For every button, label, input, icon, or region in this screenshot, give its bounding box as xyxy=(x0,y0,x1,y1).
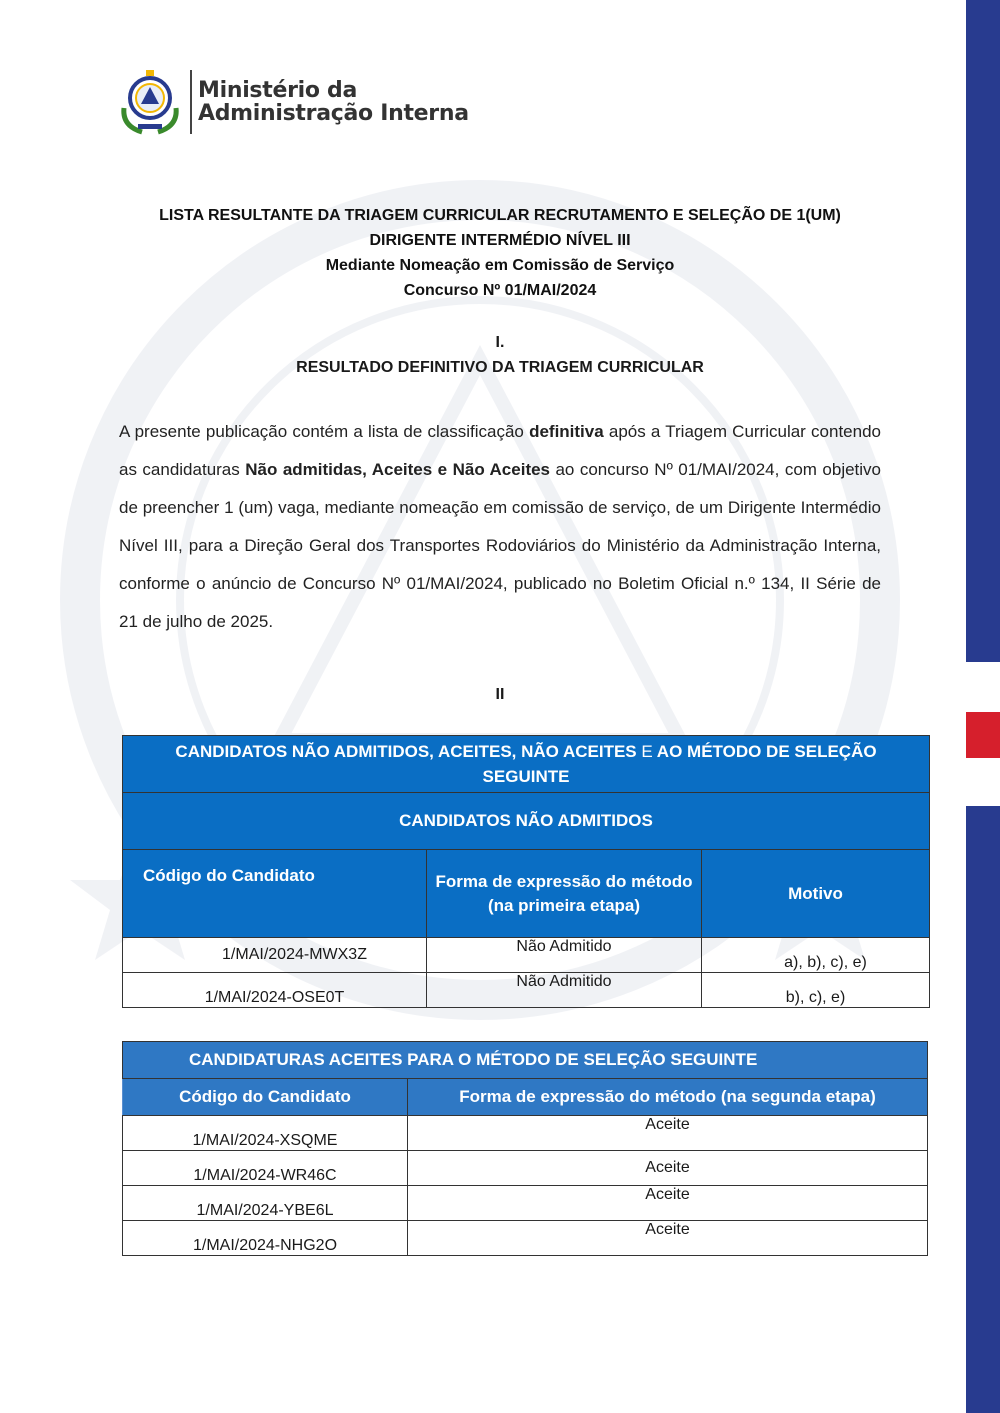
table1-row2-method: Não Admitido xyxy=(427,973,702,1008)
section-i-heading: RESULTADO DEFINITIVO DA TRIAGEM CURRICULAR xyxy=(296,359,704,376)
table1-row2-code: 1/MAI/2024-OSE0T xyxy=(123,973,427,1008)
title-line4: Concurso Nº 01/MAI/2024 xyxy=(403,282,597,299)
table1-row1-method: Não Admitido xyxy=(427,938,702,973)
paragraph-bold-2: Não admitidas, Aceites e Não Aceites xyxy=(245,460,551,479)
table1-header-method: Forma de expressão do método (na primeira etapa) xyxy=(427,850,702,938)
side-bar-blue-top xyxy=(966,0,1000,662)
table1-header-reason: Motivo xyxy=(702,850,930,938)
table1-header-code: Código do Candidato xyxy=(123,850,427,938)
table-row xyxy=(123,1116,928,1151)
logo-divider xyxy=(190,70,192,134)
logo-line2: Administração Interna xyxy=(198,101,469,126)
paragraph-text-3: ao concurso Nº 01/MAI/2024, com objetivo de preencher 1 (um) vaga, mediante nomeação em comissão de serviço, de um Dirigente Intermédio Nível III, para a Direção Geral dos Transportes Rodoviários do Ministério da Administração Interna, conforme o anúncio de Concurso Nº 01/MAI/2024, publicado no Boletim Oficial n.º 134, II Série de 21 de julho de 2025. xyxy=(119,460,882,631)
paragraph-text-2: após a Triagem Curricular contendo as candidaturas xyxy=(119,422,881,479)
intro-paragraph xyxy=(119,413,881,641)
table2-row1-method: Aceite xyxy=(408,1116,928,1151)
table2-row4-code: 1/MAI/2024-NHG2O xyxy=(123,1221,408,1256)
paragraph-text-1: A presente publicação contém a lista de classificação xyxy=(119,422,530,441)
table2-row3-code: 1/MAI/2024-YBE6L xyxy=(123,1186,408,1221)
table1-title-b: E xyxy=(641,742,653,761)
table2-row3-method: Aceite xyxy=(408,1186,928,1221)
side-bar-red xyxy=(966,712,1000,758)
table-row xyxy=(123,973,930,1008)
table1-row2-reason: b), c), e) xyxy=(702,973,930,1008)
table-row xyxy=(123,1221,928,1256)
table2-row2-method: Aceite xyxy=(408,1151,928,1186)
table1-title-a: CANDIDATOS NÃO ADMITIDOS, ACEITES, NÃO ACEITES xyxy=(175,742,642,761)
table2-header-code: Código do Candidato xyxy=(123,1079,408,1116)
logo-line1: Ministério da xyxy=(198,78,358,103)
table2-row1-code: 1/MAI/2024-XSQME xyxy=(123,1116,408,1151)
table1-title-c: AO MÉTODO DE SELEÇÃO SEGUINTE xyxy=(482,742,877,786)
candidates-not-admitted-table xyxy=(122,735,930,1008)
side-bar-blue-bottom xyxy=(966,806,1000,1413)
section-ii-number: II xyxy=(495,686,505,703)
table2-title: CANDIDATURAS ACEITES PARA O MÉTODO DE SELEÇÃO SEGUINTE xyxy=(123,1042,928,1079)
table-row xyxy=(123,1151,928,1186)
candidates-accepted-table xyxy=(122,1041,928,1256)
table2-row4-method: Aceite xyxy=(408,1221,928,1256)
table2-row2-code: 1/MAI/2024-WR46C xyxy=(123,1151,408,1186)
title-line1: LISTA RESULTANTE DA TRIAGEM CURRICULAR RECRUTAMENTO E SELEÇÃO DE 1(UM) xyxy=(159,207,841,224)
table1-row1-reason: a), b), c), e) xyxy=(702,938,930,973)
table2-header-method: Forma de expressão do método (na segunda etapa) xyxy=(408,1079,928,1116)
title-line2: DIRIGENTE INTERMÉDIO NÍVEL III xyxy=(369,232,631,249)
title-line3: Mediante Nomeação em Comissão de Serviço xyxy=(325,257,675,274)
table1-subtitle: CANDIDATOS NÃO ADMITIDOS xyxy=(123,793,930,850)
coat-of-arms-icon xyxy=(116,68,184,136)
document-title xyxy=(110,203,890,303)
ministry-logo xyxy=(116,68,469,136)
table-row xyxy=(123,1186,928,1221)
section-i-number: I. xyxy=(495,334,505,351)
paragraph-bold-1: definitiva xyxy=(529,422,604,441)
table1-row1-code: 1/MAI/2024-MWX3Z xyxy=(123,938,427,973)
section-i xyxy=(110,330,890,380)
table-row xyxy=(123,938,930,973)
table1-title xyxy=(123,736,930,793)
